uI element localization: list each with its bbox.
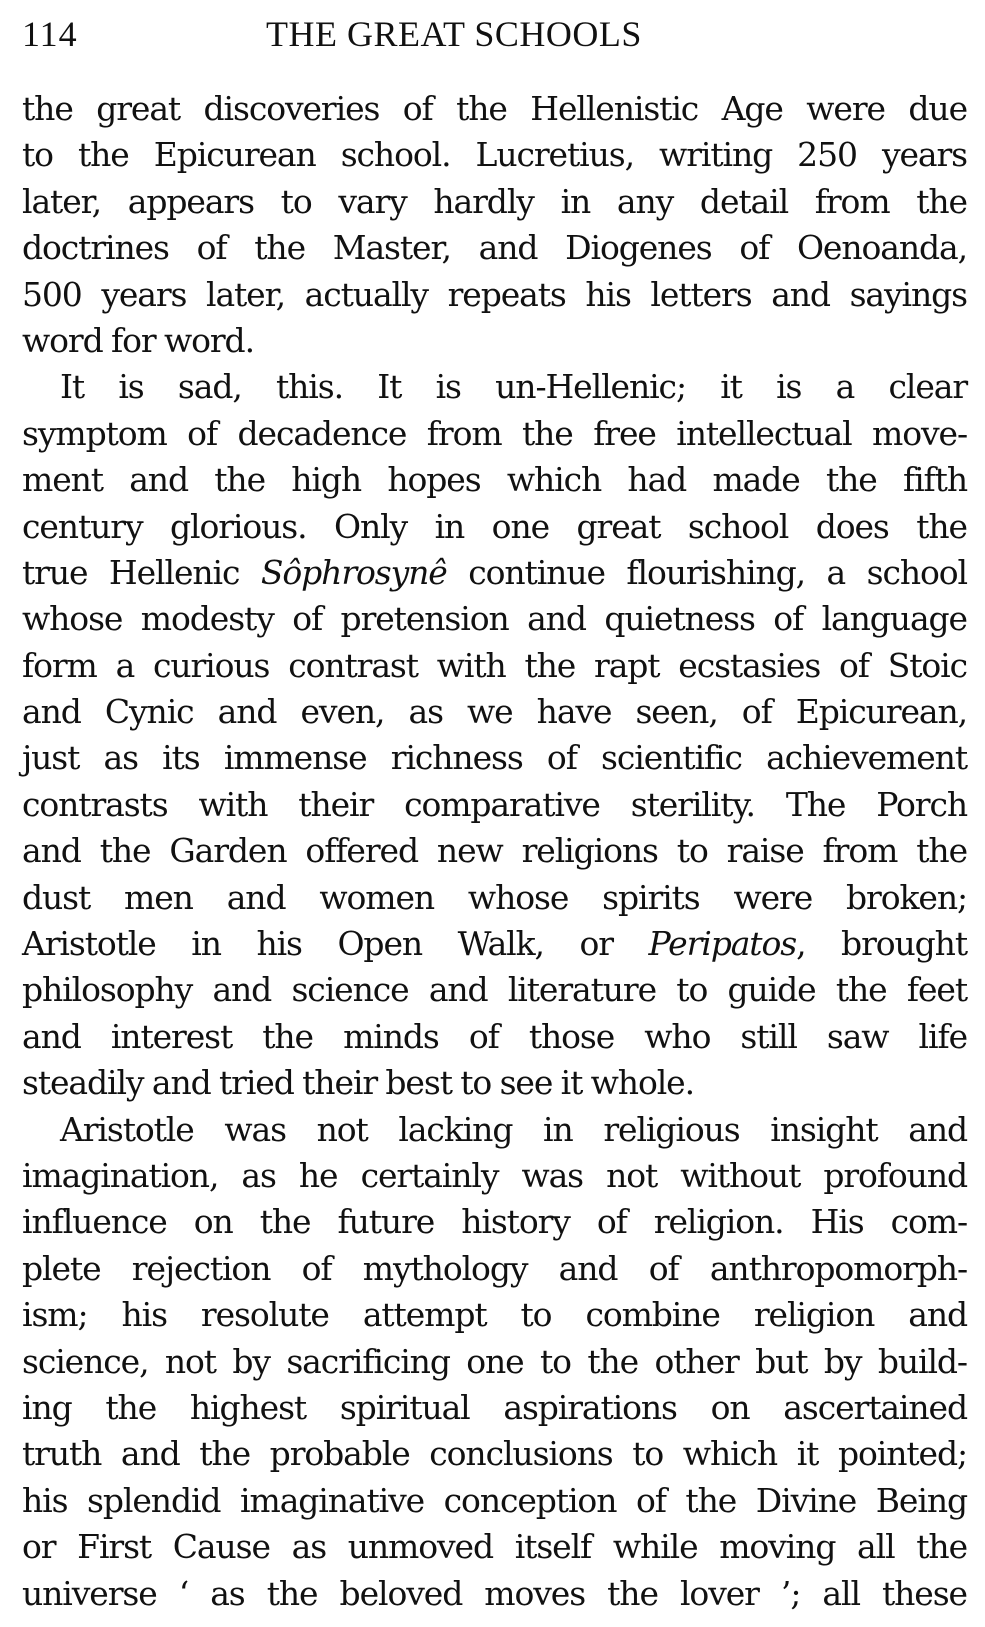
text-line: dust men and women whose spirits were broken; [22,877,967,917]
running-head: THE GREAT SCHOOLS [266,14,642,54]
text-line: steadily and tried their best to see it whole. [22,1063,694,1103]
text-line: later, appears to vary hardly in any detail from the [22,181,967,221]
text-line: form a curious contrast with the rapt ecstasies of Stoic [22,645,967,685]
text-line: imagination, as he certainly was not without profound [22,1155,967,1195]
text-line: plete rejection of mythology and of anthropomorph- [22,1248,967,1288]
text-segment: , brought [796,924,967,964]
text-line: symptom of decadence from the free intellectual move- [22,413,967,453]
text-line [22,550,967,596]
text-line: ism; his resolute attempt to combine religion and [22,1295,967,1335]
text-line: contrasts with their comparative sterility. The Porch [22,784,967,824]
italic-term: Sôphrosynê [260,552,447,592]
italic-term: Peripatos [648,924,797,964]
text-line: ing the highest spiritual aspirations on ascertained [22,1387,967,1427]
text-segment: Aristotle in his Open Walk, or [22,924,649,964]
text-line: truth and the probable conclusions to which it pointed; [22,1434,967,1474]
text-line: 500 years later, actually repeats his letters and sayings [22,274,967,314]
text-line: influence on the future history of religion. His com- [22,1202,967,1242]
body-text [22,86,967,1617]
text-line: whose modesty of pretension and quietness of language [22,599,967,639]
text-line: It is sad, this. It is un-Hellenic; it is a clear [60,367,967,407]
text-line: philosophy and science and literature to guide the feet [22,970,967,1010]
text-segment: continue flourishing, a school [446,552,967,592]
text-line: and interest the minds of those who still saw life [22,1016,967,1056]
text-line: ment and the high hopes which had made the fifth [22,460,967,500]
text-line: word for word. [22,320,254,360]
text-line: or First Cause as unmoved itself while moving all the [22,1527,967,1567]
text-line: and Cynic and even, as we have seen, of Epicurean, [22,692,967,732]
text-line: just as its immense richness of scientific achievement [22,738,967,778]
text-line: doctrines of the Master, and Diogenes of Oenoanda, [22,228,967,268]
text-line: science, not by sacrificing one to the other but by build- [22,1341,967,1381]
text-segment: true Hellenic [22,552,261,592]
text-line: to the Epicurean school. Lucretius, writing 250 years [22,135,967,175]
page-number: 114 [22,14,78,54]
page-header [22,10,967,58]
text-line: Aristotle was not lacking in religious insight and [60,1109,967,1149]
text-line: universe ‘ as the beloved moves the lover ’; all these [22,1573,967,1613]
text-line: the great discoveries of the Hellenistic Age were due [22,89,967,128]
text-line: his splendid imaginative conception of the Divine Being [22,1480,967,1520]
book-page [22,10,967,1617]
text-line: century glorious. Only in one great school does the [22,506,967,546]
text-line [22,921,967,967]
text-line: and the Garden offered new religions to raise from the [22,831,967,871]
